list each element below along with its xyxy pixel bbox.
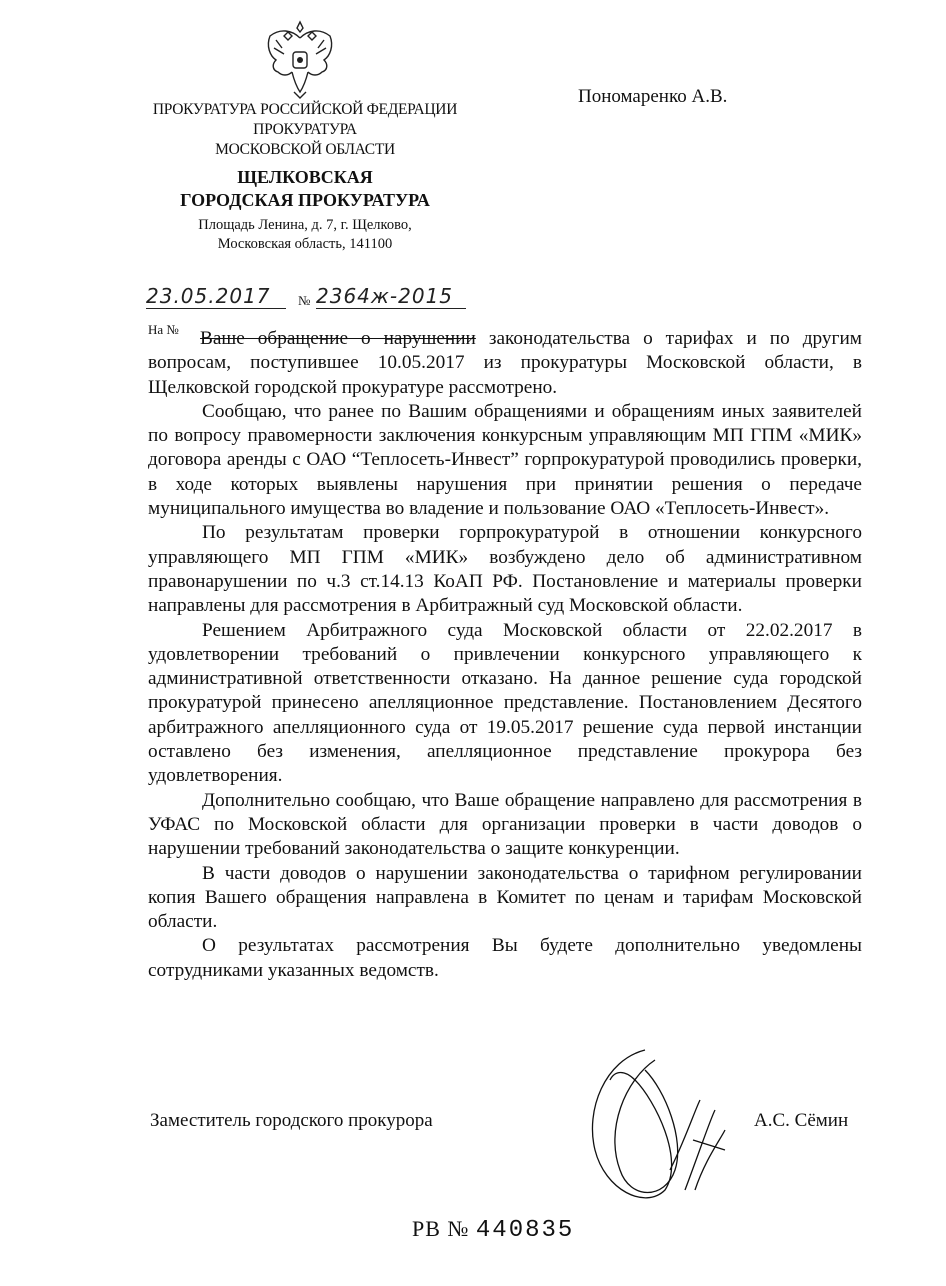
paragraph-2: Сообщаю, что ранее по Вашим обращениями и обращениям иных заявителей по вопросу правомерности заключения конкурсным управляющим МП ГПМ «МИК» договора аренды с ОАО “Теплосеть-Инвест” горпрокуратурой проводились проверки, в ходе которых выявлены нарушения при принятии решения о передаче муниципального имущества во владение и пользование ОАО «Теплосеть-Инвест». <box>148 400 862 520</box>
number-label: № <box>298 293 311 308</box>
signatory-name: А.С. Сёмин <box>754 1110 849 1131</box>
double-headed-eagle-emblem-icon <box>262 20 338 100</box>
struck-text: Ваше обращение о нарушении <box>200 328 476 349</box>
paragraph-4: Решением Арбитражного суда Московской области от 22.02.2017 в удовлетворении требований о привлечении конкурсного управляющего к административной ответственности отказано. На данное решение суда городской прокуратурой принесено апелляционное представление. Постановлением Десятого арбитражного апелляционного суда от 19.05.2017 решение суда первой инстанции оставлено без изменения, апелляционное представление прокурора без удовлетворения. <box>148 619 862 787</box>
in-reply-label: На № <box>148 322 179 337</box>
paragraph-6: В части доводов о нарушении законодательства о тарифном регулировании копия Вашего обращения направлена в Комитет по ценам и тарифам Московской области. <box>148 862 862 933</box>
serial-prefix: РВ № <box>412 1216 470 1241</box>
paragraph-7: О результатах рассмотрения Вы будете дополнительно уведомлены сотрудниками указанных ведомств. <box>148 935 862 981</box>
handwritten-signature-icon <box>575 1040 740 1220</box>
paragraph-3: По результатам проверки горпрокуратурой в отношении конкурсного управляющего МП ГПМ «МИК» возбуждено дело об административном правонарушении по ч.3 ст.14.13 КоАП РФ. Постановление и материалы проверки направлены для рассмотрения в Арбитражный суд Московской области. <box>148 522 862 617</box>
signatory-position: Заместитель городского прокурора <box>150 1110 433 1131</box>
header-address-line2: Московская область, 141100 <box>217 236 393 252</box>
paragraph-1-text: законодательства о тарифах и по другим вопросам, поступившее 10.05.2017 из прокуратуры Московской области, в Щелковской городской прокуратуре рассмотрено. <box>148 328 862 398</box>
header-org-line3: МОСКОВСКОЙ ОБЛАСТИ <box>215 141 395 158</box>
header-office-line1: ЩЕЛКОВСКАЯ <box>237 167 373 187</box>
letter-body <box>148 327 862 983</box>
serial-value: 440835 <box>475 1217 575 1244</box>
form-serial-number <box>412 1216 574 1244</box>
header-address-line1: Площадь Ленина, д. 7, г. Щелково, <box>198 217 412 233</box>
outgoing-date-field <box>146 284 286 309</box>
outgoing-number-field <box>316 284 466 309</box>
paragraph-1 <box>96 327 862 400</box>
header-office-line2: ГОРОДСКАЯ ПРОКУРАТУРА <box>180 190 430 210</box>
header-org-line1: ПРОКУРАТУРА РОССИЙСКОЙ ФЕДЕРАЦИИ <box>152 101 458 118</box>
outgoing-date: 23.05.2017 <box>146 284 271 308</box>
header-org-line2: ПРОКУРАТУРА <box>253 121 357 138</box>
outgoing-number: 2364ж-2015 <box>316 284 454 308</box>
paragraph-5: Дополнительно сообщаю, что Ваше обращение направлено для рассмотрения в УФАС по Московской области для организации проверки в части доводов о нарушении требований законодательства о защите конкуренции. <box>148 789 862 860</box>
recipient-name: Пономаренко А.В. <box>578 86 728 107</box>
